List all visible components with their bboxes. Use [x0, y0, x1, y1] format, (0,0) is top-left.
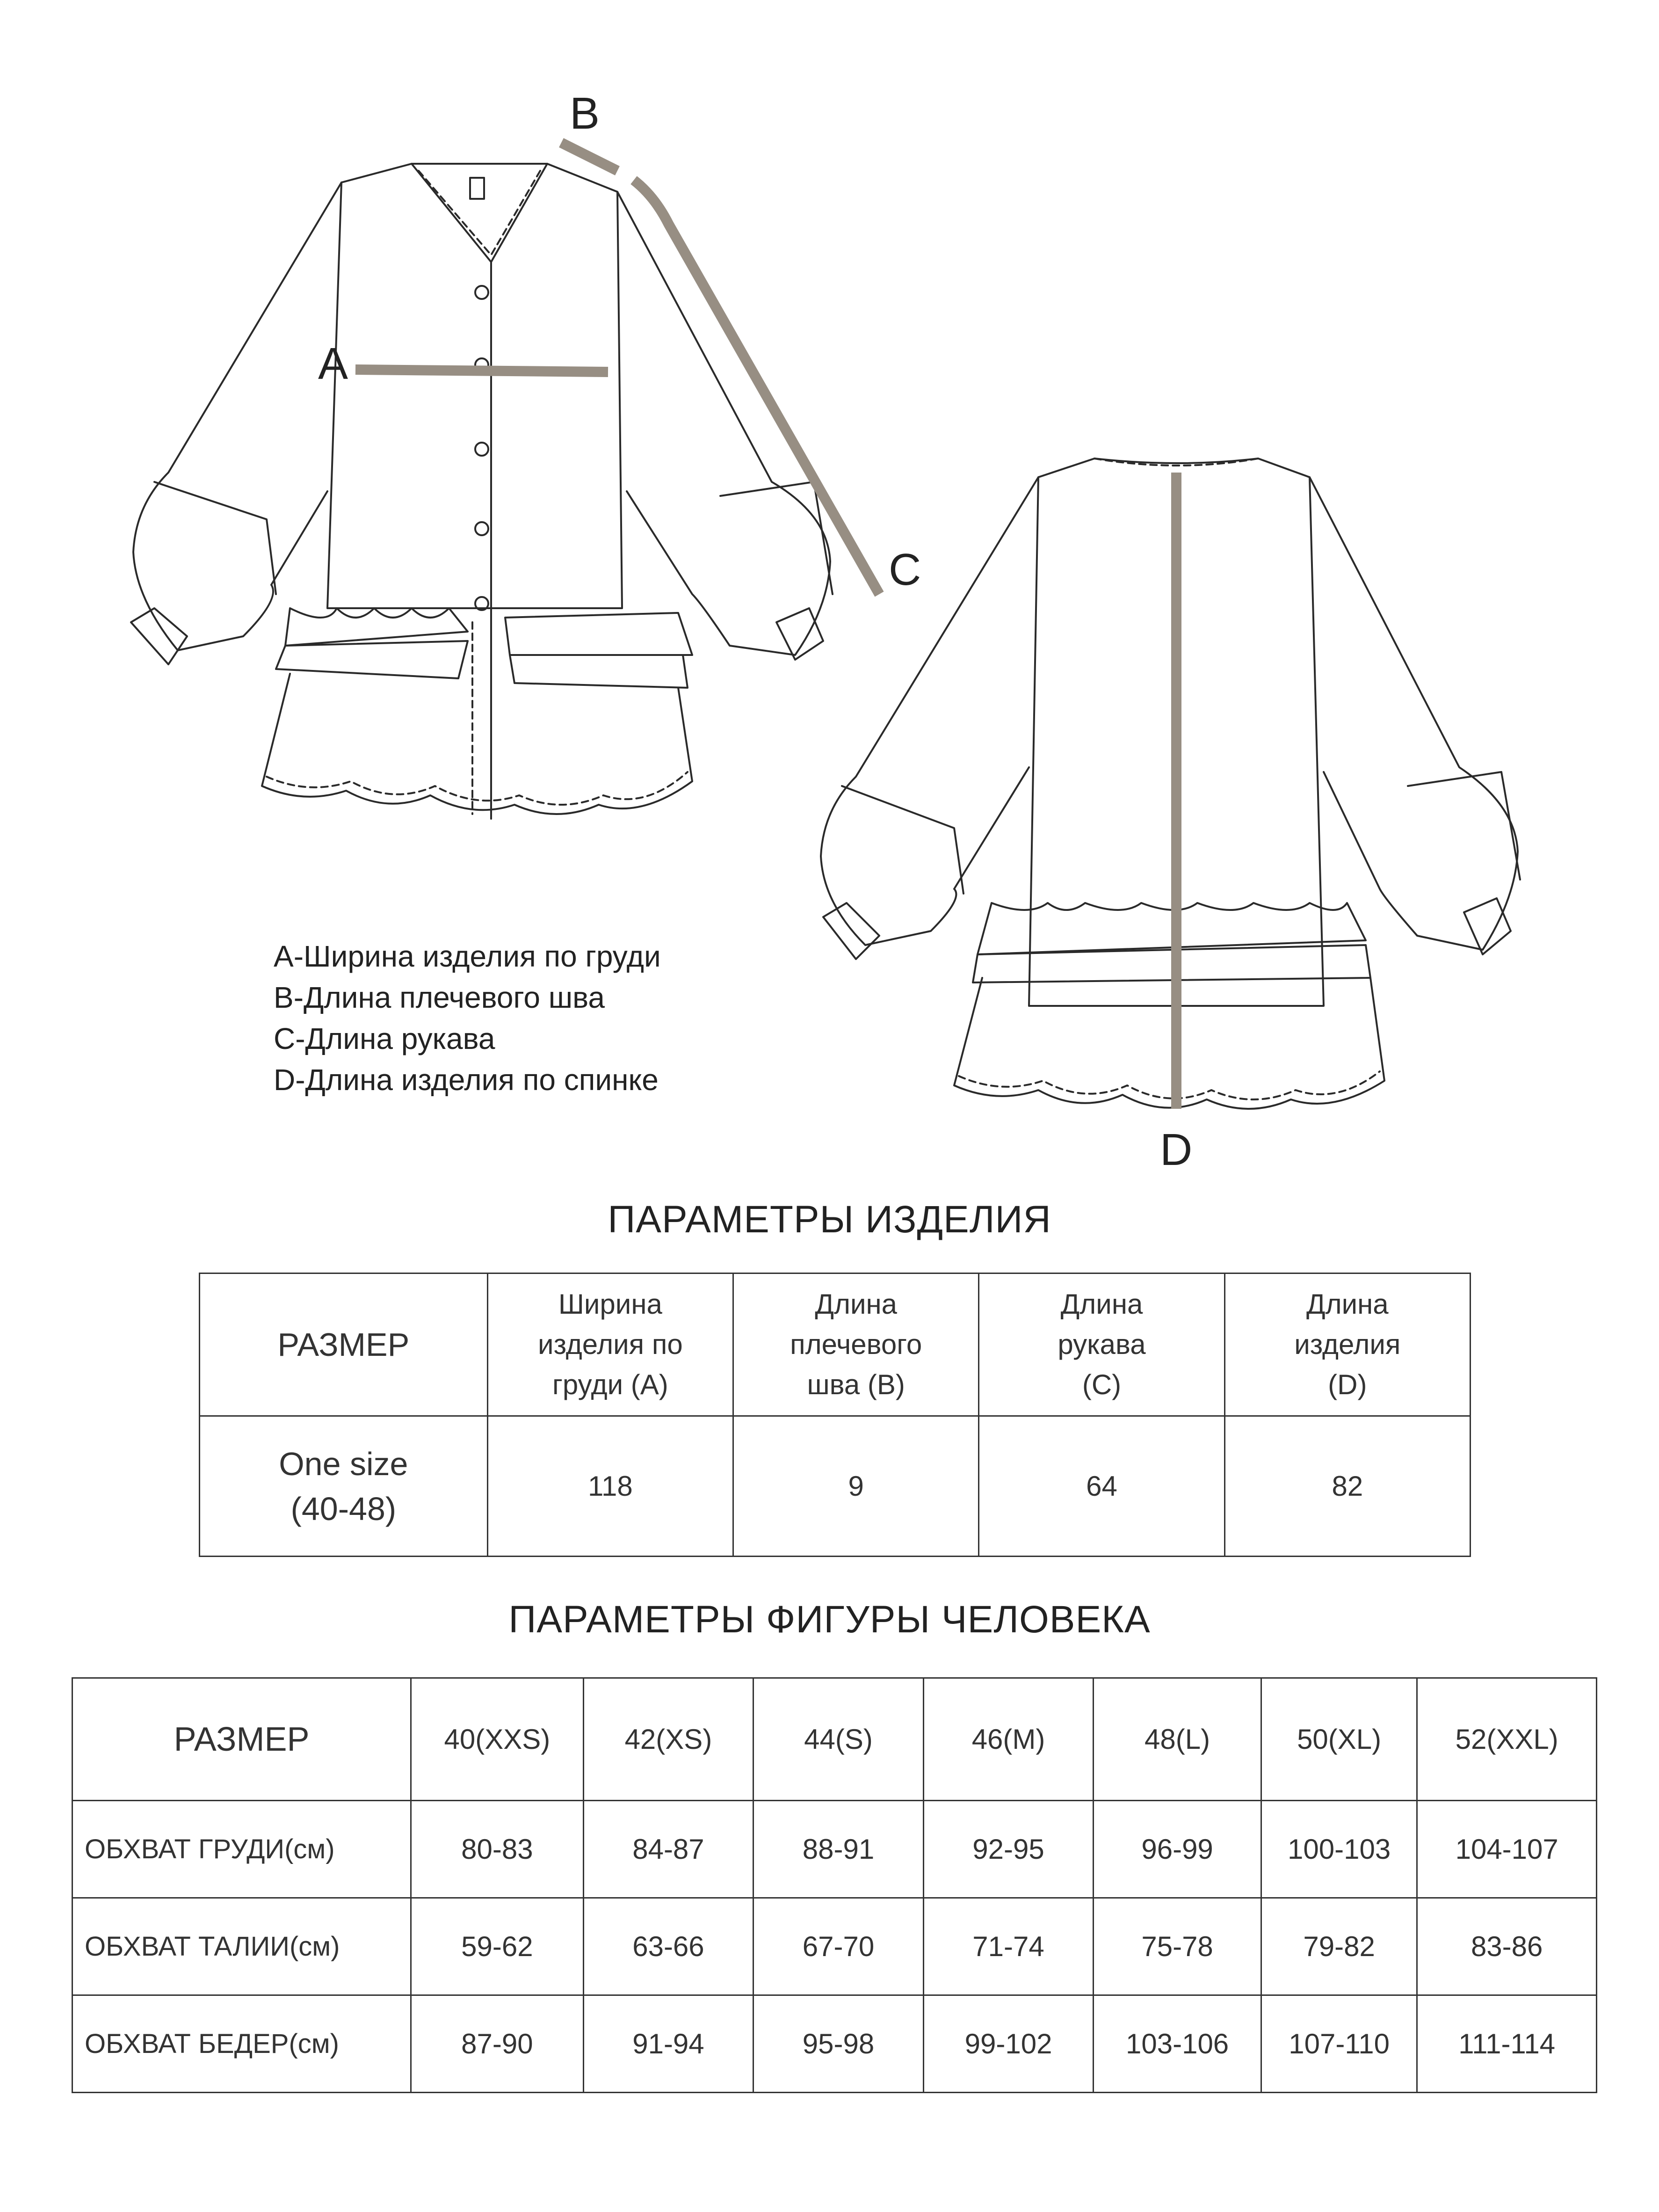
header-chest-width: Ширина изделия по груди (А) [487, 1273, 733, 1416]
table-cell: 79-82 [1261, 1898, 1417, 1995]
value-shoulder-length: 9 [733, 1416, 979, 1557]
body-params-title: ПАРАМЕТРЫ ФИГУРЫ ЧЕЛОВЕКА [508, 1598, 1151, 1641]
size-header: 46(M) [923, 1678, 1094, 1801]
value-chest-width: 118 [487, 1416, 733, 1557]
row-label-chest: ОБХВАТ ГРУДИ(см) [72, 1801, 411, 1898]
size-header: 40(XXS) [411, 1678, 584, 1801]
table-row [72, 1898, 1597, 1995]
front-skirt [262, 674, 692, 814]
legend-item-d: D-Длина изделия по спинке [274, 1063, 659, 1097]
header-size: РАЗМЕР [200, 1273, 488, 1416]
front-ruffle-right [505, 613, 692, 655]
label-d: D [1160, 1125, 1193, 1175]
table-row [72, 1995, 1597, 2093]
front-bodice-outline [327, 164, 622, 608]
table-cell: 91-94 [583, 1995, 753, 2093]
front-left-sleeve [133, 182, 341, 650]
legend-item-a: А-Ширина изделия по груди [274, 939, 661, 973]
header-sleeve-length: Длина рукава (С) [979, 1273, 1224, 1416]
header-garment-length: Длина изделия (D) [1224, 1273, 1470, 1416]
row-label-hips: ОБХВАТ БЕДЕР(см) [72, 1995, 411, 2093]
measure-a-bar [355, 370, 608, 372]
table-cell: 75-78 [1094, 1898, 1261, 1995]
table-cell: 100-103 [1261, 1801, 1417, 1898]
table-cell: 71-74 [923, 1898, 1094, 1995]
header-shoulder-length: Длина плечевого шва (В) [733, 1273, 979, 1416]
size-cell: One size (40-48) [200, 1416, 488, 1557]
product-params-table [199, 1273, 1471, 1557]
size-header: 52(XXL) [1417, 1678, 1597, 1801]
size-header: 42(XS) [583, 1678, 753, 1801]
table-header-row [72, 1678, 1597, 1801]
value-garment-length: 82 [1224, 1416, 1470, 1557]
front-view-drawing [131, 164, 833, 819]
row-label-waist: ОБХВАТ ТАЛИИ(см) [72, 1898, 411, 1995]
table-cell: 67-70 [753, 1898, 924, 1995]
label-c: C [889, 545, 921, 595]
back-view-drawing [821, 458, 1520, 1109]
label-b: B [570, 88, 600, 138]
measure-c-bar [634, 180, 879, 594]
label-a: A [318, 339, 348, 389]
size-header: 50(XL) [1261, 1678, 1417, 1801]
front-buttons [475, 286, 488, 610]
table-cell: 99-102 [923, 1995, 1094, 2093]
body-params-table [72, 1677, 1597, 2093]
table-cell: 88-91 [753, 1801, 924, 1898]
table-cell: 92-95 [923, 1801, 1094, 1898]
table-cell: 83-86 [1417, 1898, 1597, 1995]
table-cell: 96-99 [1094, 1801, 1261, 1898]
table-cell: 104-107 [1417, 1801, 1597, 1898]
table-cell: 107-110 [1261, 1995, 1417, 2093]
front-ruffle-left [285, 608, 468, 646]
legend-item-c: С-Длина рукава [274, 1022, 495, 1055]
table-cell: 103-106 [1094, 1995, 1261, 2093]
table-cell: 111-114 [1417, 1995, 1597, 2093]
size-header: 44(S) [753, 1678, 924, 1801]
table-cell: 95-98 [753, 1995, 924, 2093]
measurement-legend [274, 936, 661, 1100]
front-right-sleeve [617, 192, 830, 655]
table-cell: 84-87 [583, 1801, 753, 1898]
table-row [200, 1416, 1471, 1557]
back-skirt [954, 978, 1384, 1109]
size-header: 48(L) [1094, 1678, 1261, 1801]
product-params-title: ПАРАМЕТРЫ ИЗДЕЛИЯ [608, 1198, 1051, 1241]
table-cell: 59-62 [411, 1898, 584, 1995]
legend-item-b: В-Длина плечевого шва [274, 981, 605, 1014]
table-cell: 63-66 [583, 1898, 753, 1995]
header-size: РАЗМЕР [72, 1678, 411, 1801]
back-right-sleeve [1310, 477, 1518, 950]
table-header-row [200, 1273, 1471, 1416]
value-sleeve-length: 64 [979, 1416, 1224, 1557]
measure-b-bar [561, 143, 617, 171]
table-cell: 87-90 [411, 1995, 584, 2093]
table-row [72, 1801, 1597, 1898]
table-cell: 80-83 [411, 1801, 584, 1898]
